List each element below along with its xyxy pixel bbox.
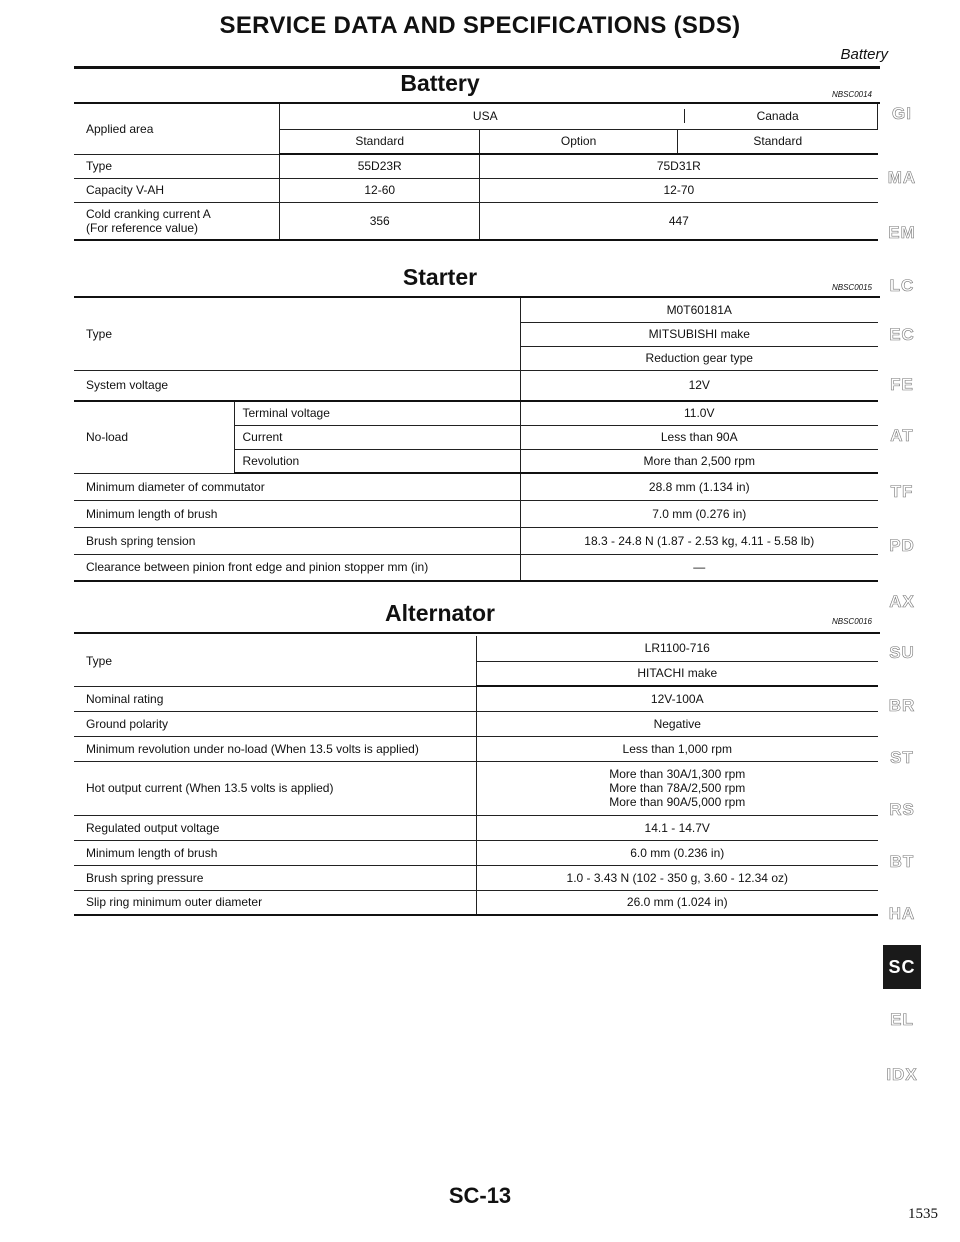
- battery-code: NBSC0014: [831, 90, 872, 99]
- page-number: SC-13: [448, 1183, 512, 1208]
- starter-type-label: Type: [74, 298, 520, 370]
- alt-spring-value: 1.0 - 3.43 N (102 - 350 g, 3.60 - 12.34 oz): [476, 865, 878, 890]
- usa-header: [280, 104, 878, 129]
- tab-pd[interactable]: PD: [889, 536, 915, 555]
- tab-ax[interactable]: AX: [889, 592, 915, 611]
- ground-value: Negative: [476, 711, 878, 736]
- tab-tf[interactable]: TF: [890, 482, 914, 501]
- starter-type-make: MITSUBISHI make: [520, 322, 878, 346]
- tab-fe[interactable]: FE: [890, 375, 914, 394]
- current-value: Less than 90A: [520, 425, 878, 449]
- system-voltage: 12V: [520, 370, 878, 401]
- terminal-voltage: 11.0V: [520, 401, 878, 425]
- spring-value: 18.3 - 24.8 N (1.87 - 2.53 kg, 4.11 - 5.58 lb): [520, 527, 878, 554]
- alt-brush-value: 6.0 mm (0.236 in): [476, 840, 878, 865]
- tab-ha[interactable]: HA: [888, 904, 916, 923]
- tab-br[interactable]: BR: [888, 696, 916, 715]
- tab-idx[interactable]: IDX: [886, 1065, 918, 1084]
- minrev-value: Less than 1,000 rpm: [476, 736, 878, 761]
- ground-label: Ground polarity: [74, 711, 476, 736]
- alternator-heading: Alternator: [385, 600, 495, 626]
- nominal-value: 12V-100A: [476, 686, 878, 711]
- cold-std: 356: [280, 202, 480, 240]
- tab-sc-active[interactable]: SC: [883, 945, 921, 989]
- min-commutator-label: Minimum diameter of commutator: [74, 473, 520, 500]
- type-label: Type: [74, 154, 280, 178]
- minrev-label: Minimum revolution under no-load (When 13.5 volts is applied): [74, 736, 476, 761]
- capacity-opt: 12-70: [480, 178, 878, 202]
- capacity-label: Capacity V-AH: [74, 178, 280, 202]
- min-commutator-value: 28.8 mm (1.134 in): [520, 473, 878, 500]
- cold-label-line1: Cold cranking current A: [86, 206, 211, 221]
- tab-ma[interactable]: MA: [887, 168, 917, 187]
- capacity-std: 12-60: [280, 178, 480, 202]
- tab-su[interactable]: SU: [889, 643, 915, 662]
- absolute-page-number: 1535: [908, 1206, 938, 1222]
- type-opt: 75D31R: [480, 154, 878, 178]
- cold-cranking-label: [74, 202, 280, 240]
- starter-code: NBSC0015: [831, 283, 872, 292]
- spring-label: Brush spring tension: [74, 527, 520, 554]
- tab-st[interactable]: ST: [890, 748, 914, 767]
- standard-canada-label: Standard: [678, 129, 878, 154]
- min-brush-value: 7.0 mm (0.276 in): [520, 500, 878, 527]
- hot-output-values: [476, 761, 878, 815]
- revolution-value: More than 2,500 rpm: [520, 449, 878, 473]
- battery-heading: Battery: [400, 70, 480, 96]
- alternator-table: [74, 636, 878, 916]
- current-label: Current: [234, 425, 520, 449]
- hot-output-3: More than 90A/5,000 rpm: [609, 795, 746, 809]
- battery-table: [74, 104, 878, 241]
- hot-output-2: More than 78A/2,500 rpm: [609, 781, 746, 795]
- regulated-label: Regulated output voltage: [74, 815, 476, 840]
- tab-at[interactable]: AT: [890, 426, 914, 445]
- nominal-label: Nominal rating: [74, 686, 476, 711]
- canada-label: Canada: [756, 109, 799, 124]
- slip-ring-label: Slip ring minimum outer diameter: [74, 890, 476, 915]
- starter-type-gear: Reduction gear type: [520, 346, 878, 370]
- tab-rs[interactable]: RS: [889, 800, 915, 819]
- slip-ring-value: 26.0 mm (1.024 in): [476, 890, 878, 915]
- min-brush-label: Minimum length of brush: [74, 500, 520, 527]
- tab-ec[interactable]: EC: [889, 325, 915, 344]
- alt-type-model: LR1100-716: [476, 636, 878, 661]
- starter-table: [74, 298, 878, 582]
- option-label: Option: [480, 129, 678, 154]
- alt-type-make: HITACHI make: [476, 661, 878, 686]
- section-name: Battery: [840, 46, 888, 63]
- tab-lc[interactable]: LC: [889, 276, 915, 295]
- alternator-top-rule: [74, 632, 880, 634]
- header-rule: [74, 66, 880, 69]
- regulated-value: 14.1 - 14.7V: [476, 815, 878, 840]
- cold-label-line2: (For reference value): [86, 220, 199, 235]
- alt-brush-label: Minimum length of brush: [74, 840, 476, 865]
- hot-output-label: Hot output current (When 13.5 volts is applied): [74, 761, 476, 815]
- alt-spring-label: Brush spring pressure: [74, 865, 476, 890]
- type-std: 55D23R: [280, 154, 480, 178]
- revolution-label: Revolution: [234, 449, 520, 473]
- tab-el[interactable]: EL: [890, 1010, 914, 1029]
- tab-gi[interactable]: GI: [892, 104, 912, 123]
- page-title: SERVICE DATA AND SPECIFICATIONS (SDS): [219, 12, 741, 39]
- usa-label: USA: [286, 109, 685, 123]
- tab-bt[interactable]: BT: [889, 852, 915, 871]
- clearance-label: Clearance between pinion front edge and pinion stopper mm (in): [74, 554, 520, 581]
- tab-em[interactable]: EM: [888, 223, 916, 242]
- starter-heading: Starter: [402, 264, 478, 290]
- standard-label: Standard: [280, 129, 480, 154]
- system-voltage-label: System voltage: [74, 370, 520, 401]
- alt-type-label: Type: [74, 636, 476, 686]
- alternator-code: NBSC0016: [831, 617, 872, 626]
- cold-opt: 447: [480, 202, 878, 240]
- starter-type-model: M0T60181A: [520, 298, 878, 322]
- terminal-voltage-label: Terminal voltage: [234, 401, 520, 425]
- noload-label: No-load: [74, 401, 234, 473]
- clearance-value: —: [520, 554, 878, 581]
- applied-area-label: Applied area: [74, 104, 280, 154]
- hot-output-1: More than 30A/1,300 rpm: [609, 767, 746, 781]
